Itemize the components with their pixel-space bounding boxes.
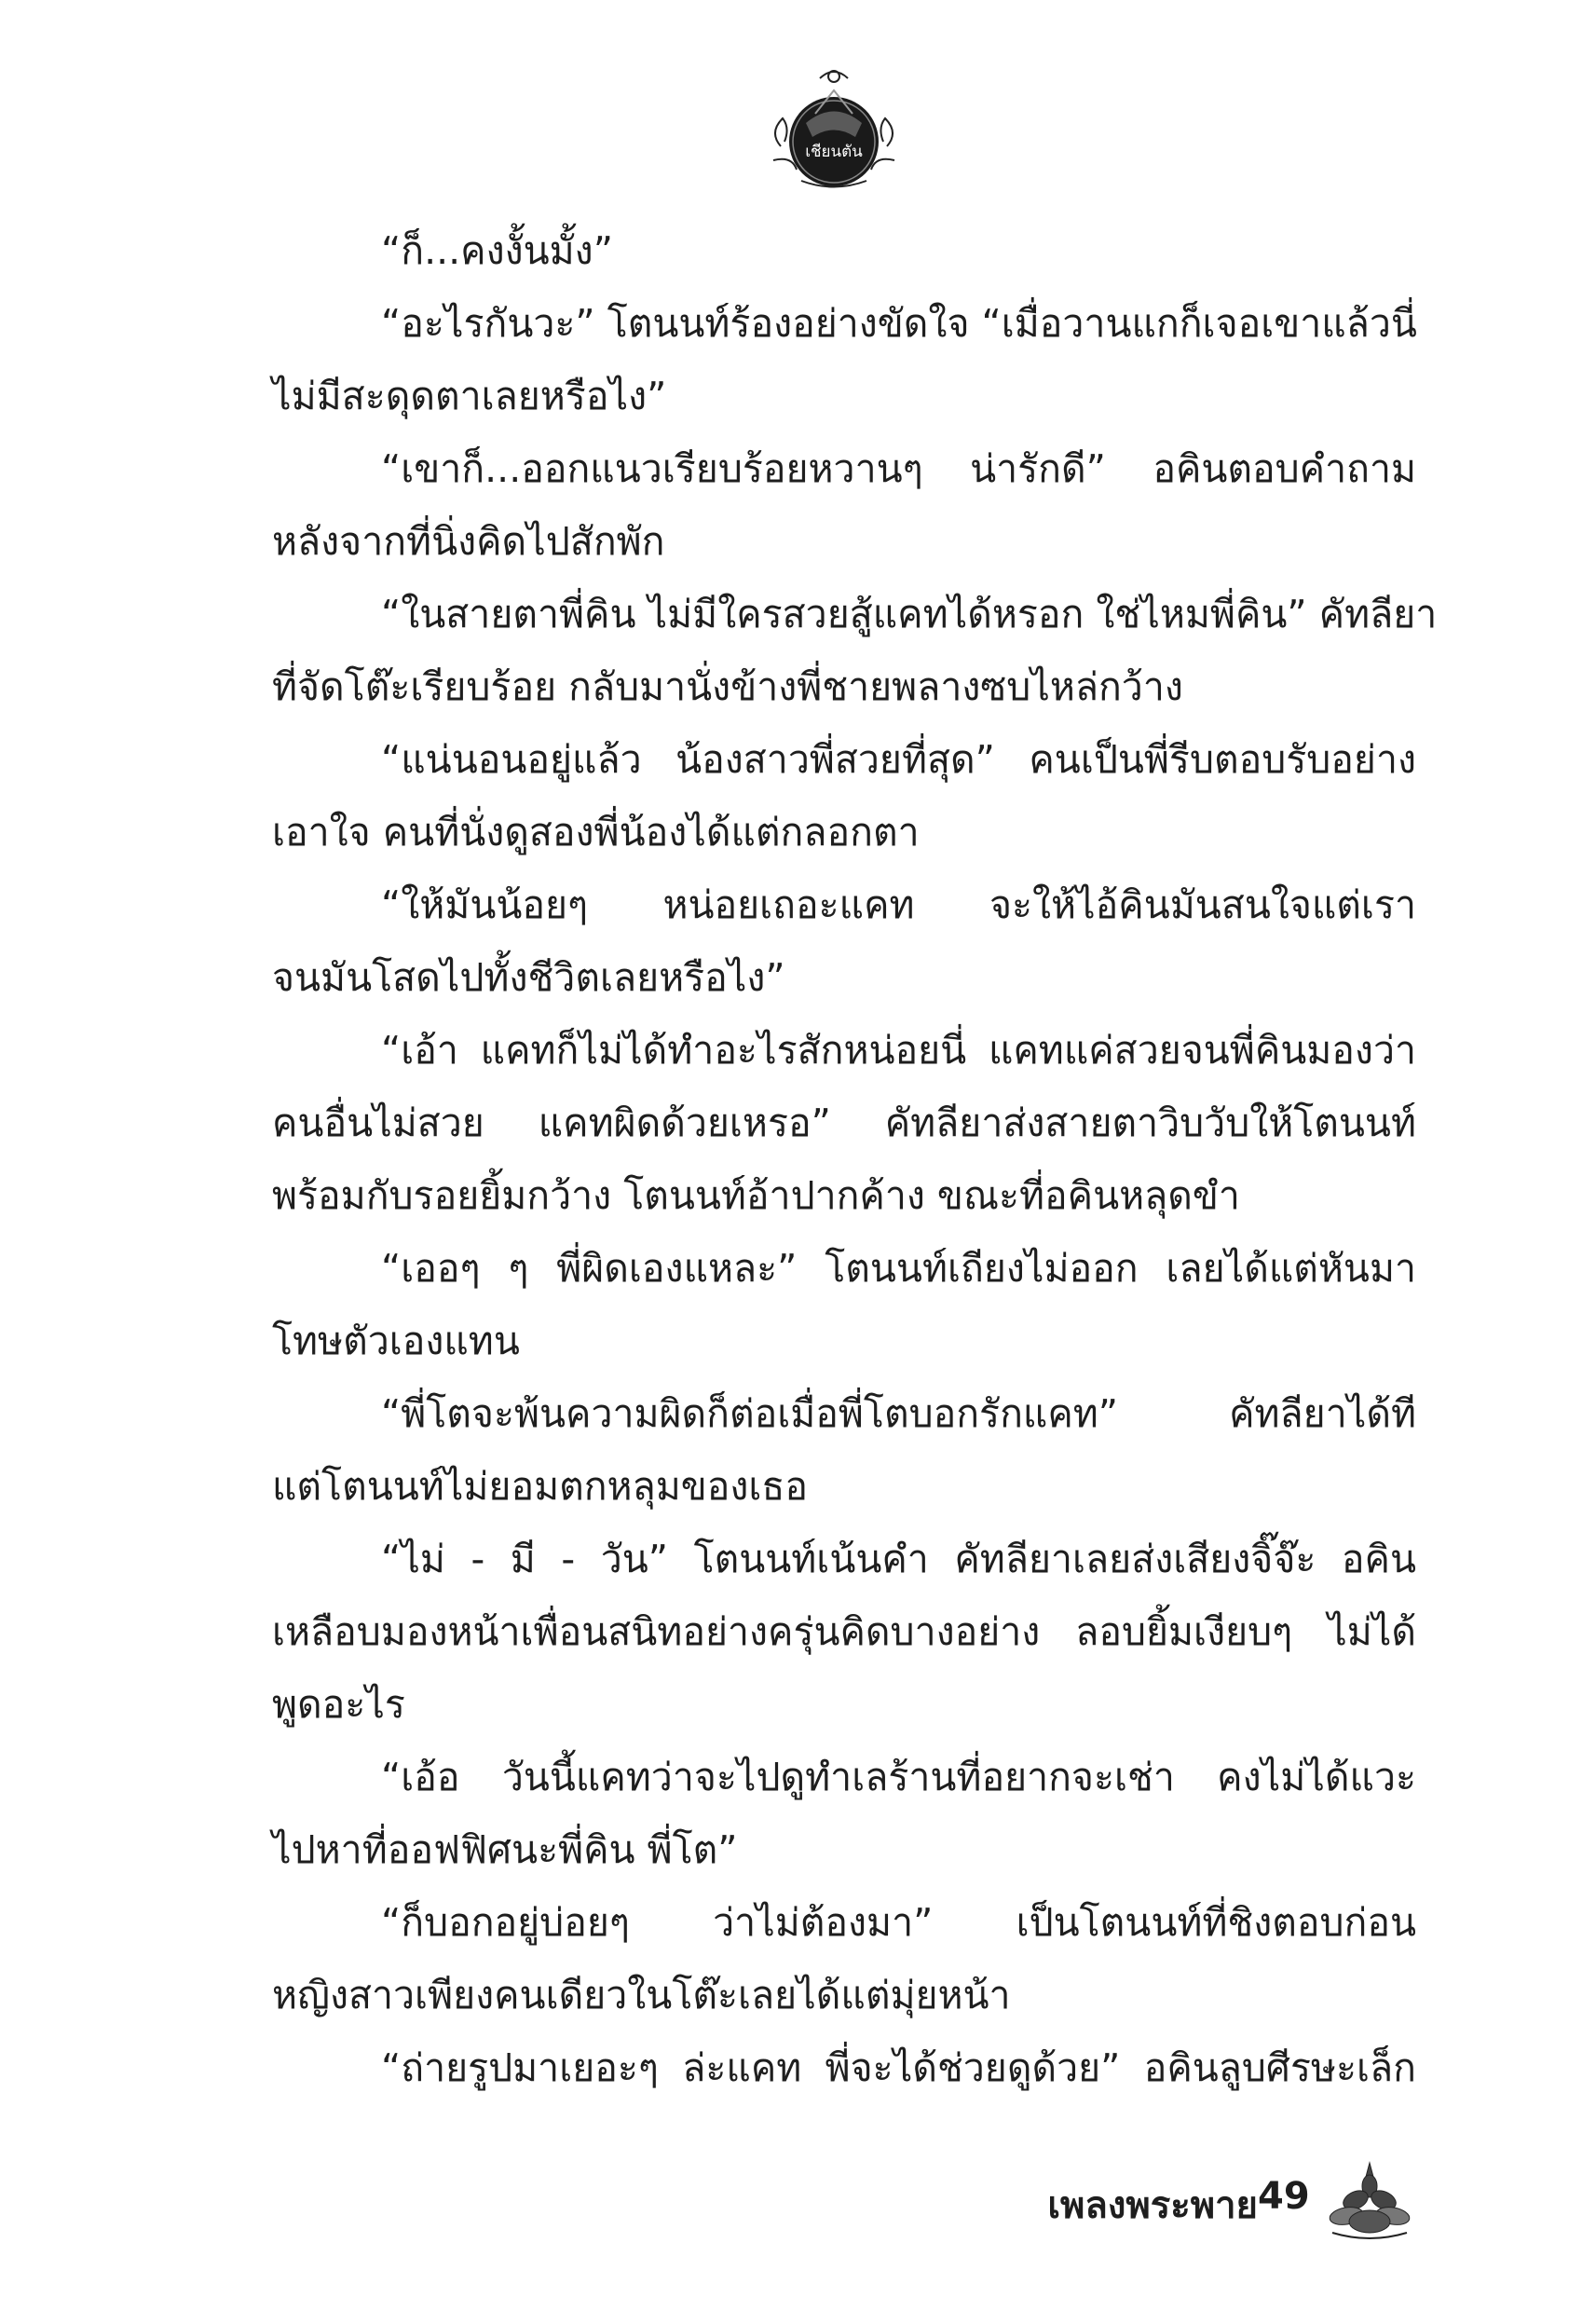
body-text: [272, 214, 1438, 2104]
paragraph: [272, 1741, 1416, 1886]
text-line: “พี่โตจะพ้นความผิดก็ต่อเมื่อพี่โตบอกรักแคท” คัทลียาได้ที: [381, 1391, 1416, 1436]
paragraph: [272, 868, 1416, 1014]
paragraph: [272, 1014, 1416, 1232]
paragraph: [272, 432, 1416, 578]
text-line: แต่โตนนท์ไม่ยอมตกหลุมของเธอ: [272, 1464, 809, 1509]
page-number: 49: [1258, 2175, 1310, 2218]
paragraph: [272, 578, 1438, 723]
text-line: จนมันโสดไปทั้งชีวิตเลยหรือไง”: [272, 955, 785, 1000]
text-line: เอาใจ คนที่นั่งดูสองพี่น้องได้แต่กลอกตา: [272, 810, 920, 855]
text-line: “ในสายตาพี่คิน ไม่มีใครสวยสู้แคทได้หรอก ใช่ไหมพี่คิน” คัทลียา: [381, 592, 1438, 636]
header-emblem: [764, 58, 904, 198]
text-line: พูดอะไร: [272, 1682, 405, 1727]
text-line: ที่จัดโต๊ะเรียบร้อย กลับมานั่งข้างพี่ชายพลางซบไหล่กว้าง: [272, 664, 1183, 709]
paragraph: [272, 2031, 1416, 2104]
paragraph: [272, 1886, 1416, 2031]
text-line: “เออๆ ๆ พี่ผิดเองแหละ” โตนนท์เถียงไม่ออก เลยได้แต่หันมา: [381, 1246, 1416, 1291]
text-line: “แน่นอนอยู่แล้ว น้องสาวพี่สวยที่สุด” คนเป็นพี่รีบตอบรับอย่าง: [381, 737, 1416, 782]
text-line: “ถ่ายรูปมาเยอะๆ ล่ะแคท พี่จะได้ช่วยดูด้วย” อคินลูบศีรษะเล็ก: [381, 2045, 1416, 2090]
emblem-text: เชียนตัน: [805, 143, 863, 161]
text-line: โทษตัวเองแทน: [272, 1319, 520, 1363]
text-line: “เอ้อ วันนี้แคทว่าจะไปดูทำเลร้านที่อยากจะเช่า คงไม่ได้แวะ: [381, 1755, 1416, 1799]
paragraph: [272, 214, 1416, 287]
paragraph: [272, 723, 1416, 868]
text-line: หญิงสาวเพียงคนเดียวในโต๊ะเลยได้แต่มุ่ยหน้า: [272, 1973, 1011, 2017]
text-line: ไปหาที่ออฟฟิศนะพี่คิน พี่โต”: [272, 1827, 738, 1872]
text-line: หลังจากที่นิ่งคิดไปสักพัก: [272, 519, 665, 564]
paragraph: [272, 287, 1416, 432]
text-line: “ให้มันน้อยๆ หน่อยเถอะแคท จะให้ไอ้คินมันสนใจแต่เรา: [381, 882, 1416, 927]
text-line: “ก็...คงงั้นมั้ง”: [381, 228, 613, 273]
paragraph: [272, 1377, 1416, 1523]
text-line: เหลือบมองหน้าเพื่อนสนิทอย่างครุ่นคิดบางอย่าง ลอบยิ้มเงียบๆ ไม่ได้: [272, 1609, 1416, 1654]
text-line: “อะไรกันวะ” โตนนท์ร้องอย่างขัดใจ “เมื่อวานแกก็เจอเขาแล้วนี่: [381, 301, 1417, 346]
text-line: ไม่มีสะดุดตาเลยหรือไง”: [272, 374, 667, 418]
paragraph: [272, 1523, 1416, 1741]
paragraph: [272, 1232, 1416, 1377]
text-line: “ก็บอกอยู่บ่อยๆ ว่าไม่ต้องมา” เป็นโตนนท์ที่ชิงตอบก่อน: [381, 1900, 1416, 1945]
running-title: เพลงพระพาย: [1047, 2184, 1258, 2227]
page-footer: [0, 2158, 1596, 2242]
flower-ornament-icon: [1323, 2158, 1416, 2242]
text-line: “เขาก็...ออกแนวเรียบร้อยหวานๆ น่ารักดี” อคินตอบคำถาม: [381, 446, 1416, 491]
text-line: “เอ้า แคทก็ไม่ได้ทำอะไรสักหน่อยนี่ แคทแค่สวยจนพี่คินมองว่า: [381, 1028, 1416, 1073]
text-line: พร้อมกับรอยยิ้มกว้าง โตนนท์อ้าปากค้าง ขณะที่อคินหลุดขำ: [272, 1173, 1240, 1218]
text-line: “ไม่ - มี - วัน” โตนนท์เน้นคำ คัทลียาเลยส่งเสียงจิ๊จ๊ะ อคิน: [381, 1537, 1416, 1581]
text-line: คนอื่นไม่สวย แคทผิดด้วยเหรอ” คัทลียาส่งสายตาวิบวับให้โตนนท์: [272, 1101, 1416, 1145]
